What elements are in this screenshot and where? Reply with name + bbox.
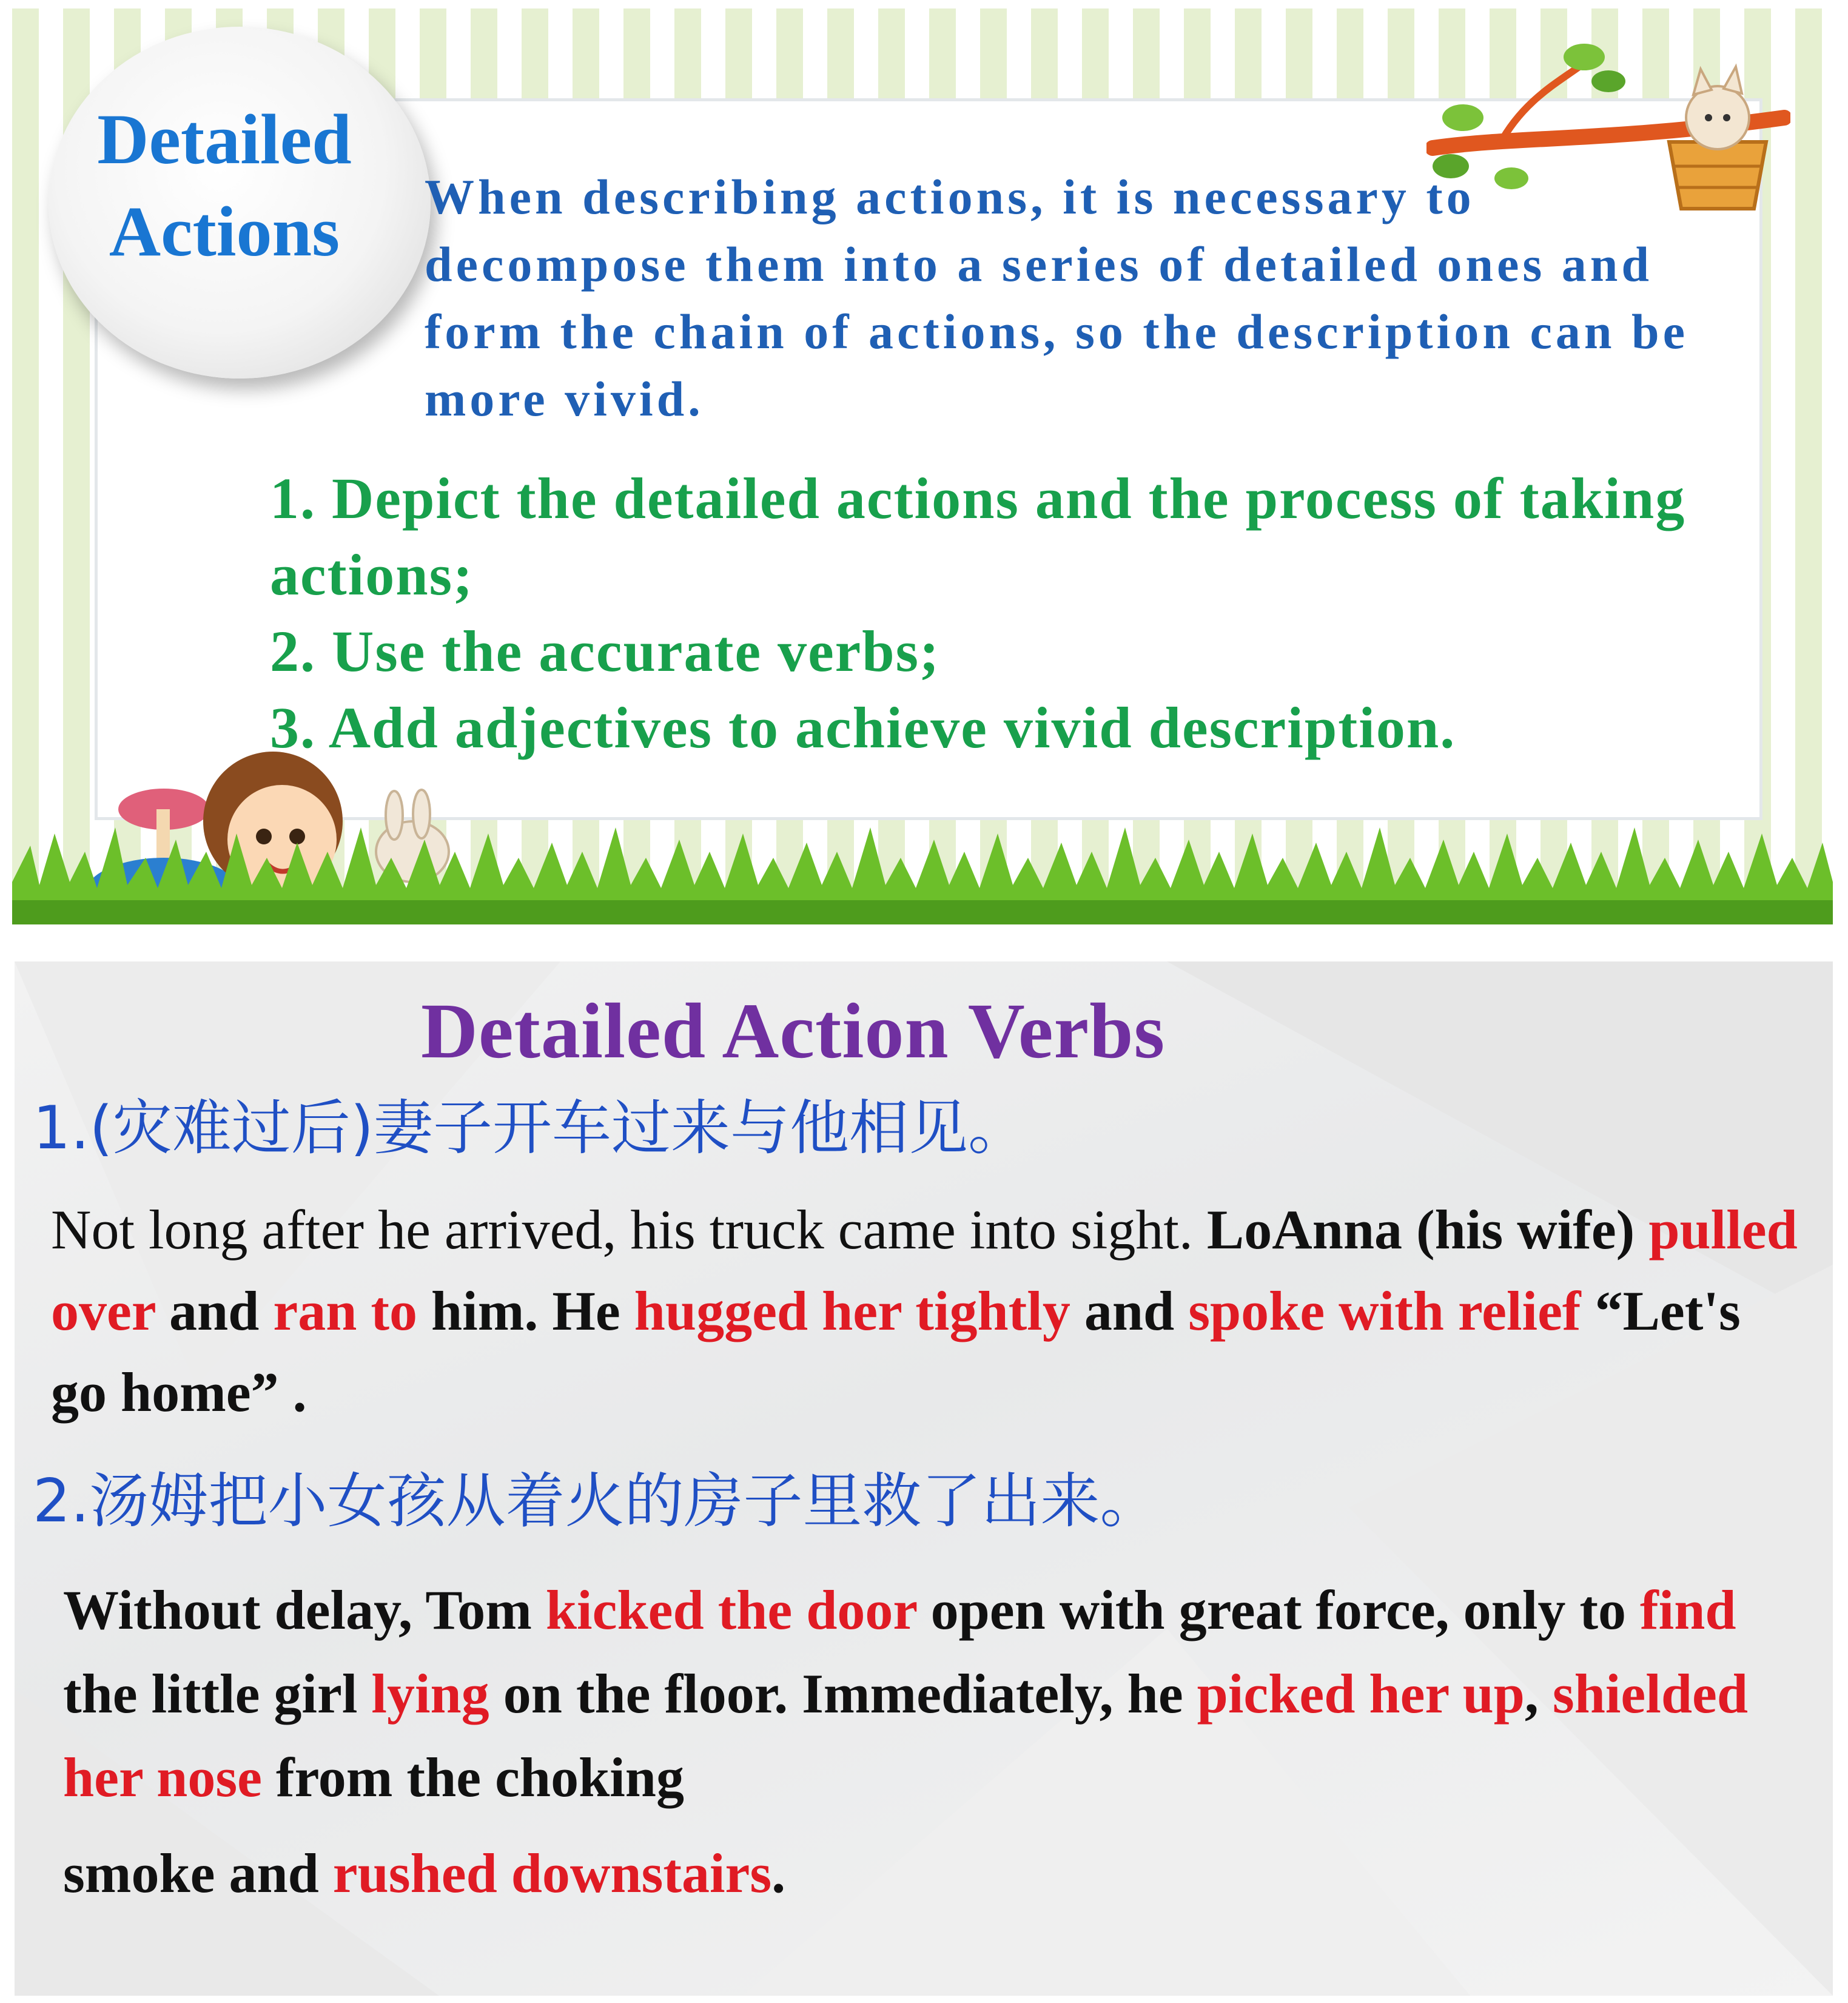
point-item: 2. Use the accurate verbs;: [270, 619, 940, 684]
example1-text: Not long after he arrived, his truck came into sight.: [51, 1199, 1207, 1261]
example2-text: from the choking: [261, 1746, 684, 1808]
example1-english: [51, 1189, 1810, 1433]
example1-highlight: ran to: [273, 1280, 417, 1342]
example2-text: smoke and: [63, 1842, 333, 1904]
example1-text-bold: “Let's go home” .: [51, 1280, 1741, 1423]
example1-text-bold: LoAnna (his wife): [1206, 1199, 1649, 1261]
example2-text: .: [771, 1842, 786, 1904]
example2-highlight: find: [1640, 1579, 1736, 1641]
example2-highlight: shielded her nose: [63, 1663, 1748, 1808]
badge-title: [55, 93, 394, 278]
example1-highlight: pulled over: [51, 1199, 1798, 1342]
example2-highlight: rushed downstairs: [332, 1842, 772, 1904]
example2-last-line: [63, 1831, 1810, 1915]
badge-title-line1: Detailed: [97, 99, 352, 179]
example1-text-bold: him. He: [417, 1280, 634, 1342]
intro-paragraph: When describing actions, it is necessary to decompose them into a series of detailed ones and form the chain of actions, so the description can be more vivid.: [425, 169, 1689, 426]
example1-text-bold: and: [1070, 1280, 1189, 1342]
slide-detailed-actions: [12, 8, 1833, 924]
example2-text: Without delay, Tom: [63, 1579, 546, 1641]
example1-highlight: hugged her tightly: [634, 1280, 1070, 1342]
example1-text-bold: and: [155, 1280, 274, 1342]
example2-text: the little girl: [63, 1663, 372, 1725]
point-item: 1. Depict the detailed actions and the process of taking actions;: [270, 466, 1686, 607]
example2-text: ,: [1524, 1663, 1553, 1725]
example2-text: open with great force, only to: [916, 1579, 1641, 1641]
slide-title: Detailed Action Verbs: [421, 988, 1166, 1075]
badge-title-line2: Actions: [109, 192, 340, 271]
example1-highlight: spoke with relief: [1188, 1280, 1581, 1342]
slide-detailed-action-verbs: [15, 961, 1833, 1996]
point-item: 3. Add adjectives to achieve vivid description.: [270, 695, 1456, 760]
example2-text: on the floor. Immediately, he: [489, 1663, 1197, 1725]
example2-highlight: lying: [371, 1663, 489, 1725]
example2-chinese: 2.汤姆把小女孩从着火的房子里救了出来。: [33, 1467, 1160, 1536]
grass-border: [12, 809, 1833, 924]
example1-chinese: 1.(灾难过后)妻子开车过来与他相见。: [33, 1094, 1027, 1163]
example2-highlight: kicked the door: [545, 1579, 917, 1641]
example2-english: [63, 1568, 1810, 1915]
example2-highlight: picked her up: [1197, 1663, 1525, 1725]
